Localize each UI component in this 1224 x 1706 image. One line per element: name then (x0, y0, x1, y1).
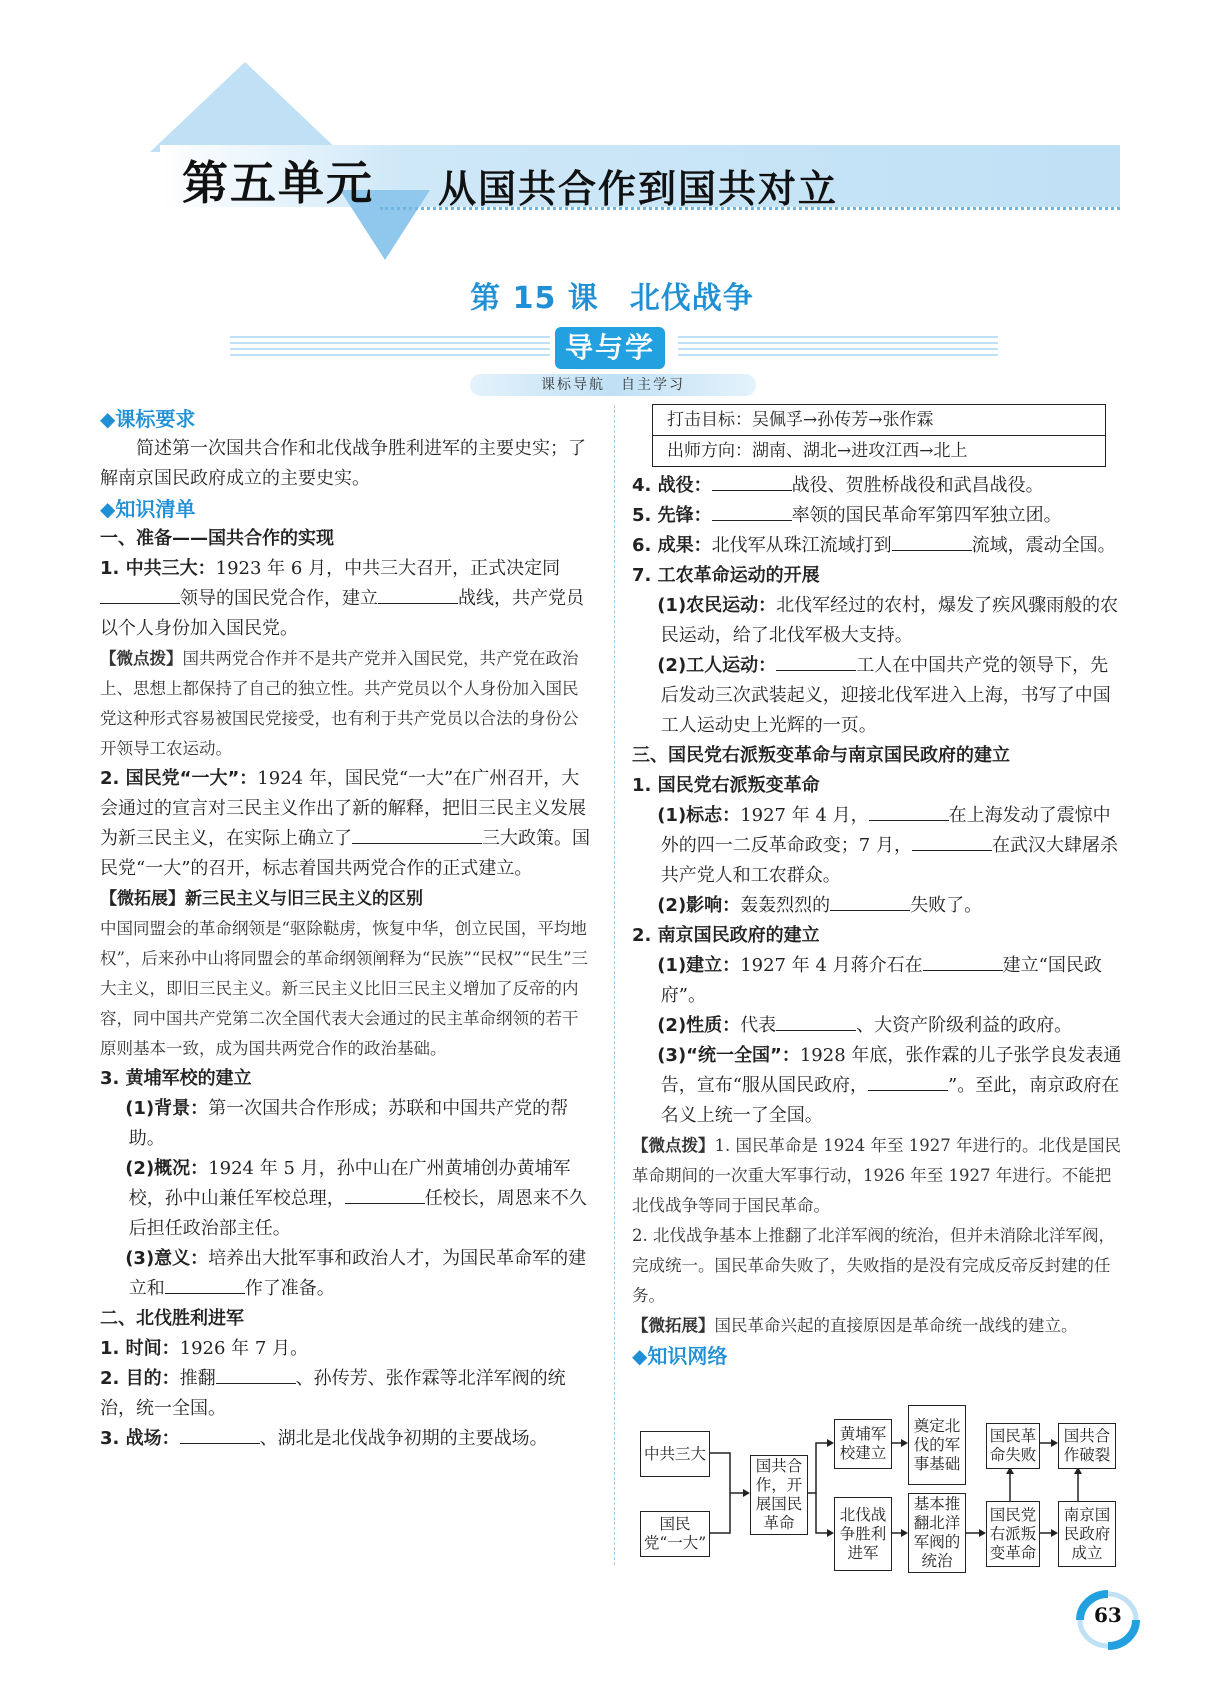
tip1-text: 国共两党合作并不是共产党并入国民党，共产党在政治上、思想上都保持了自己的独立性。共产党员以个人身份加入国民党这种形式容易被国民党接受，也有利于共产党员以合法的身份公开领导工农运动。 (100, 649, 579, 758)
node-nj: 南京国民政府成立 (1058, 1501, 1116, 1567)
right-column (632, 404, 1126, 1371)
n6-text-a: 北伐军从珠江流域打到 (711, 535, 892, 556)
node-pl: 国共合作破裂 (1058, 1423, 1116, 1469)
blank-k2[interactable] (352, 825, 482, 844)
ext2-text: 国民革命兴起的直接原因是革命统一战线的建立。 (714, 1316, 1078, 1335)
k3-title: 3. 黄埔军校的建立 (100, 1068, 252, 1089)
k3-2 (100, 1154, 594, 1244)
r2-3-text-b: ”。至此，南京政府在名义上统一了全国。 (660, 1075, 1120, 1126)
part3-title: 三、国民党右派叛变革命与南京国民政府的建立 (632, 745, 1010, 766)
n7-1 (632, 591, 1126, 651)
n1-label: 1. 时间： (100, 1338, 180, 1359)
node-zg3: 中共三大 (640, 1431, 710, 1477)
ext1-title: 【微拓展】新三民主义与旧三民主义的区别 (100, 889, 423, 909)
unit-title: 第五单元 (182, 156, 374, 210)
blank-r1-1a[interactable] (869, 802, 949, 821)
guide-pill: 课标导航 自主学习 (470, 374, 756, 396)
r2-3-label: (3)“统一全国”： (657, 1045, 800, 1066)
route-box (652, 404, 1106, 467)
node-hp: 黄埔军校建立 (834, 1419, 892, 1469)
k3-2-text-b: 任校长，周恩来不久后担任政治部主任。 (128, 1188, 587, 1239)
part2-title: 二、北伐胜利进军 (100, 1308, 244, 1329)
section-heading-knowledge: ◆知识清单 (100, 497, 196, 521)
k3-3 (100, 1244, 594, 1304)
n7-1-label: (1)农民运动： (657, 595, 777, 616)
r2-2-text-a: 代表 (740, 1015, 777, 1036)
r1-1-text-b: 在上海发动了震惊中外的四一二反革命政变；7 月， (660, 805, 1111, 856)
r1-1 (632, 801, 1126, 891)
route-target: 打击目标：吴佩孚→孙传芳→张作霖 (667, 410, 934, 430)
r1-title: 1. 国民党右派叛变革命 (632, 775, 820, 796)
blank-k3-3[interactable] (165, 1275, 245, 1294)
node-yp: 国民党右派叛变革命 (986, 1501, 1040, 1567)
blank-n4[interactable] (712, 472, 792, 491)
tip2-1 (632, 1131, 1126, 1221)
n6 (632, 531, 1126, 561)
k1-label: 1. 中共三大： (100, 558, 216, 579)
blank-r1-1b[interactable] (912, 832, 992, 851)
unit-subtitle: 从国共合作到国共对立 (438, 166, 839, 211)
arrowhead-9 (1051, 1529, 1058, 1537)
header-triangle-top (150, 62, 340, 152)
arrowhead-4 (901, 1439, 908, 1447)
n3-text: 、湖北是北伐战争初期的主要战场。 (259, 1428, 548, 1449)
r1-2-text-b: 失败了。 (910, 895, 983, 916)
n3 (100, 1424, 594, 1454)
header-dotted-line (380, 207, 1120, 210)
k3-3-text-a: 培养出大批军事和政治人才，为国民革命军的建立和 (128, 1248, 587, 1299)
blank-n6[interactable] (892, 532, 972, 551)
node-gmd1: 国民党“一大” (640, 1511, 710, 1557)
r1-1-label: (1)标志： (657, 805, 741, 826)
n4 (632, 471, 1126, 501)
decorative-lines-right (678, 336, 998, 358)
blank-r2-1[interactable] (923, 952, 1003, 971)
k2-text-b: 三大政策。国民党“一大”的召开，标志着国共两党合作的正式建立。 (100, 828, 590, 879)
n6-text-b: 流域，震动全国。 (971, 535, 1116, 556)
k3-1-label: (1)背景： (125, 1098, 209, 1119)
k1-text-a: 1923 年 6 月，中共三大召开，正式决定同 (215, 558, 561, 579)
blank-k1-2[interactable] (378, 585, 458, 604)
r1-1-text-c: 在武汉大肆屠杀共产党人和工农群众。 (660, 835, 1118, 886)
route-direction: 出师方向：湖南、湖北→进攻江西→北上 (653, 435, 1105, 466)
n5-label: 5. 先锋： (632, 505, 712, 526)
n7-2-text: 工人在中国共产党的领导下，先后发动三次武装起义，迎接北伐军进入上海，书写了中国工人运动史上光辉的一页。 (660, 655, 1111, 736)
tip1-paragraph (100, 644, 594, 764)
k3-2-label: (2)概况： (125, 1158, 209, 1179)
node-hz: 国共合作，开展国民革命 (750, 1455, 808, 1535)
n2 (100, 1364, 594, 1424)
left-column (100, 404, 594, 1454)
knowledge-network (640, 1405, 1120, 1575)
blank-n3[interactable] (180, 1425, 260, 1444)
ext2-label: 【微拓展】 (632, 1316, 715, 1335)
arrowhead-6 (979, 1529, 986, 1537)
r2-3-text-a: 1928 年底，张作霖的儿子张学良发表通告，宣布“服从国民政府， (660, 1045, 1122, 1096)
blank-k3-2[interactable] (345, 1185, 425, 1204)
r2-2-label: (2)性质： (657, 1015, 741, 1036)
requirement-text: 简述第一次国共合作和北伐战争胜利进军的主要史实；了解南京国民政府成立的主要史实。 (100, 438, 586, 489)
arrowhead-1 (743, 1489, 750, 1497)
r2-3 (632, 1041, 1126, 1131)
tip2-text1: 1. 国民革命是 1924 年至 1927 年进行的。北伐是国民革命期间的一次重大军事行动，1926 年至 1927 年进行。不能把北伐战争等同于国民革命。 (632, 1136, 1121, 1215)
blank-n5[interactable] (712, 502, 792, 521)
n2-text-b: 、孙传芳、张作霖等北洋军阀的统治，统一全国。 (100, 1368, 566, 1419)
arrowhead-2 (827, 1439, 834, 1447)
arrowhead-3 (827, 1529, 834, 1537)
k1-text-b: 领导的国民党合作，建立 (180, 588, 378, 609)
r2-1-label: (1)建立： (657, 955, 741, 976)
k3-2-text-a: 1924 年 5 月，孙中山在广州黄埔创办黄埔军校，孙中山兼任军校总理， (128, 1158, 571, 1209)
r2-1-text-b: 建立“国民政府”。 (660, 955, 1102, 1006)
r1-2 (632, 891, 1126, 921)
tip2-label: 【微点拨】 (632, 1136, 715, 1155)
node-dj: 奠定北伐的军事基础 (908, 1405, 966, 1485)
r1-2-text-a: 轰轰烈烈的 (740, 895, 831, 916)
tip2-2: 2. 北伐战争基本上推翻了北洋军阀的统治，但并未消除北洋军阀，完成统一。国民革命失败了，失败指的是没有完成反帝反封建的任务。 (632, 1226, 1115, 1305)
k3-1 (100, 1094, 594, 1154)
n2-label: 2. 目的： (100, 1368, 180, 1389)
tip1-label: 【微点拨】 (100, 649, 183, 668)
n7-title: 7. 工农革命运动的开展 (632, 565, 820, 586)
k1-text-c: 战线，共产党员以个人身份加入国民党。 (100, 588, 584, 639)
ext2 (632, 1311, 1126, 1341)
page-number: 63 (1094, 1603, 1122, 1627)
n6-label: 6. 成果： (632, 535, 712, 556)
k2-label: 2. 国民党“一大”： (100, 768, 258, 789)
r2-1-text-a: 1927 年 4 月蒋介石在 (740, 955, 923, 976)
node-sb: 国民革命失败 (986, 1423, 1040, 1469)
blank-r2-2[interactable] (776, 1012, 856, 1031)
arrowhead-5 (901, 1529, 908, 1537)
r2-title: 2. 南京国民政府的建立 (632, 925, 820, 946)
ext1-text: 中国同盟会的革命纲领是“驱除鞑虏，恢复中华，创立民国，平均地权”，后来孙中山将同盟会的革命纲领阐释为“民族”“民权”“民生”三大主义，即旧三民主义。新三民主义比旧三民主义增加了反帝的内容，同中国共产党第二次全国代表大会通过的民主革命纲领的若干原则基本一致，成为国共两党合作的政治基础。 (100, 919, 589, 1058)
n5-text: 率领的国民革命军第四军独立团。 (791, 505, 1062, 526)
k3-3-text-b: 作了准备。 (244, 1278, 335, 1299)
r2-2-text-b: 、大资产阶级利益的政府。 (856, 1015, 1073, 1036)
n5 (632, 501, 1126, 531)
r2-1 (632, 951, 1126, 1011)
node-tf: 基本推翻北洋军阀的统治 (908, 1493, 966, 1573)
arrowhead-8 (1051, 1439, 1058, 1447)
n3-label: 3. 战场： (100, 1428, 180, 1449)
lesson-title: 第 15 课 北伐战争 (470, 281, 754, 316)
part1-title: 一、准备——国共合作的实现 (100, 528, 334, 549)
node-bf: 北伐战争胜利进军 (834, 1497, 892, 1571)
r1-2-label: (2)影响： (657, 895, 741, 916)
n7-2-label: (2)工人运动： (657, 655, 777, 676)
section-heading-requirements: ◆课标要求 (100, 407, 196, 431)
n7-2 (632, 651, 1126, 741)
section-heading-network: ◆知识网络 (632, 1344, 728, 1368)
n1 (100, 1334, 594, 1364)
n1-text: 1926 年 7 月。 (179, 1338, 309, 1359)
r1-1-text-a: 1927 年 4 月， (740, 805, 869, 826)
guide-badge: 导与学 (555, 327, 665, 369)
k1-paragraph (100, 554, 594, 644)
blank-n2[interactable] (216, 1365, 296, 1384)
k3-1-text: 第一次国共合作形成；苏联和中国共产党的帮助。 (128, 1098, 569, 1149)
blank-k1-1[interactable] (100, 585, 180, 604)
n7-1-text: 北伐军经过的农村，爆发了疾风骤雨般的农民运动，给了北伐军极大支持。 (660, 595, 1119, 646)
decorative-lines-left (230, 336, 550, 358)
n4-label: 4. 战役： (632, 475, 712, 496)
blank-r1-2[interactable] (830, 892, 910, 911)
k2-paragraph (100, 764, 594, 884)
blank-r2-3[interactable] (868, 1072, 948, 1091)
column-divider (614, 405, 615, 1565)
n4-text: 战役、贺胜桥战役和武昌战役。 (791, 475, 1044, 496)
n2-text-a: 推翻 (179, 1368, 216, 1389)
k3-3-label: (3)意义： (125, 1248, 209, 1269)
r2-2 (632, 1011, 1126, 1041)
blank-n7-2[interactable] (776, 652, 856, 671)
k2-text-a: 1924 年，国民党“一大”在广州召开，大会通过的宣言对三民主义作出了新的解释，把旧三民主义发展为新三民主义，在实际上确立了 (100, 768, 586, 849)
